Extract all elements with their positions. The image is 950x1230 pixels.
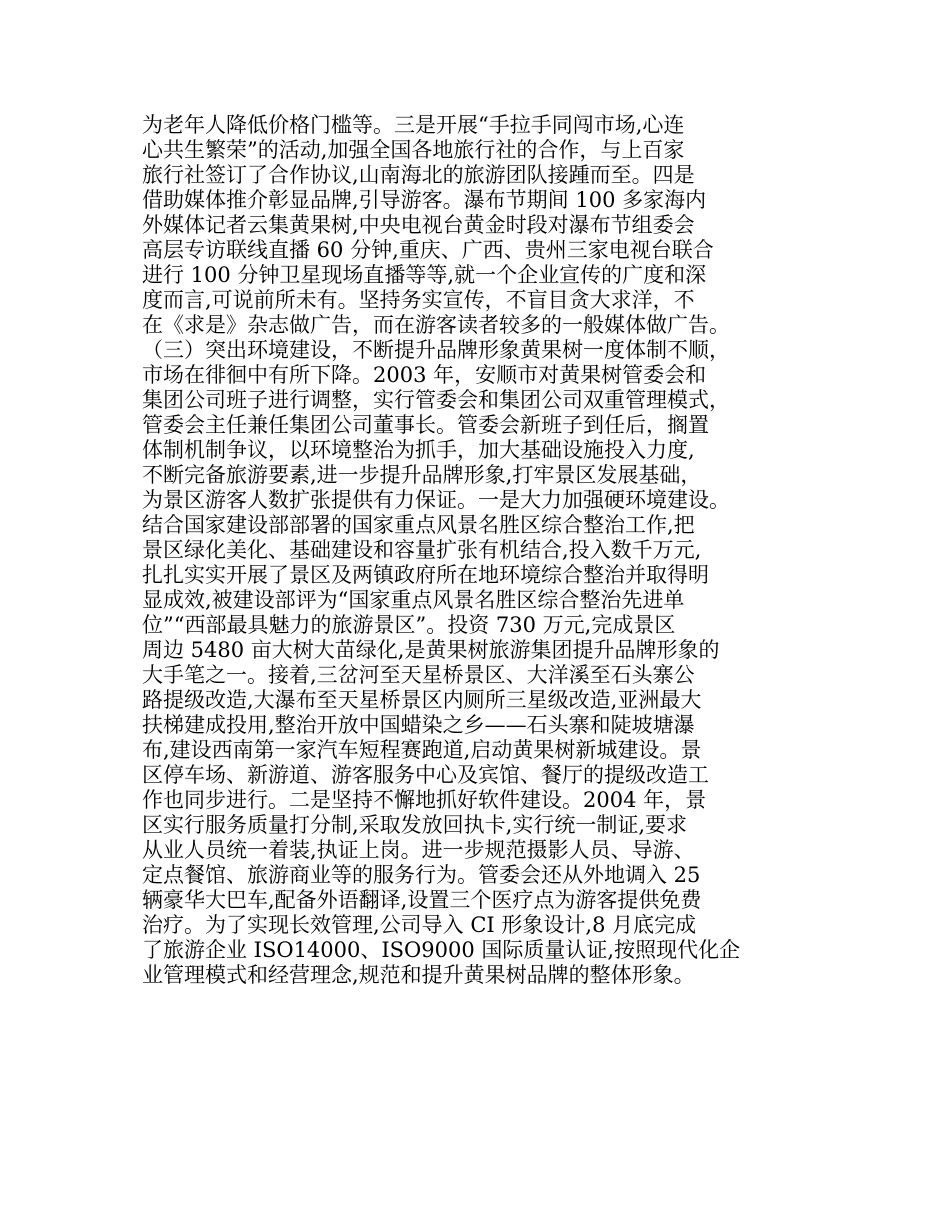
text-line: 旅行社签订了合作协议,山南海北的旅游团队接踵而至。四是	[142, 163, 695, 187]
text-line: 业管理模式和经营理念,规范和提升黄果树品牌的整体形象。	[142, 963, 695, 987]
text-line: 集团公司班子进行调整，实行管委会和集团公司双重管理模式，	[142, 388, 730, 412]
text-line: 路提级改造,大瀑布至天星桥景区内厕所三星级改造,亚洲最大	[142, 688, 702, 712]
text-line: 为景区游客人数扩张提供有力保证。一是大力加强硬环境建设。	[142, 488, 730, 512]
text-line: 辆豪华大巴车,配备外语翻译,设置三个医疗点为游客提供免费	[142, 888, 702, 912]
text-line: 位”“西部最具魅力的旅游景区”。投资 730 万元,完成景区	[142, 613, 676, 637]
body-text	[142, 113, 832, 988]
text-line: 结合国家建设部部署的国家重点风景名胜区综合整治工作,把	[142, 513, 695, 537]
text-line: 显成效,被建设部评为“国家重点风景名胜区综合整治先进单	[142, 588, 685, 612]
text-line: 不断完备旅游要素,进一步提升品牌形象,打牢景区发展基础，	[142, 463, 702, 487]
text-line: 区停车场、新游道、游客服务中心及宾馆、餐厅的提级改造工	[142, 763, 709, 787]
text-line: 心共生繁荣”的活动,加强全国各地旅行社的合作，与上百家	[142, 138, 685, 162]
text-line: 扎扎实实开展了景区及两镇政府所在地环境综合整治并取得明	[142, 563, 709, 587]
text-line: 治疗。为了实现长效管理,公司导入 CI 形象设计,8 月底完成	[142, 913, 697, 937]
text-line: 管委会主任兼任集团公司董事长。管委会新班子到任后，搁置	[142, 413, 709, 437]
section-heading-line: （三）突出环境建设，不断提升品牌形象黄果树一度体制不顺，	[142, 338, 730, 362]
text-line: 扶梯建成投用,整治开放中国蜡染之乡——石头寨和陡坡塘瀑	[142, 713, 695, 737]
text-line: 周边 5480 亩大树大苗绿化,是黄果树旅游集团提升品牌形象的	[142, 638, 720, 662]
text-line: 体制机制争议，以环境整治为抓手，加大基础设施投入力度,	[142, 438, 695, 462]
text-line: 定点餐馆、旅游商业等的服务行为。管委会还从外地调入 25	[142, 863, 701, 887]
text-line: 作也同步进行。二是坚持不懈地抓好软件建设。2004 年，景	[142, 788, 707, 812]
text-line: 景区绿化美化、基础建设和容量扩张有机结合,投入数千万元,	[142, 538, 702, 562]
text-line: 借助媒体推介彰显品牌,引导游客。瀑布节期间 100 多家海内	[142, 188, 707, 212]
text-line: 为老年人降低价格门槛等。三是开展“手拉手同闯市场,心连	[142, 113, 685, 137]
text-line: 了旅游企业 ISO14000、ISO9000 国际质量认证,按照现代化企	[142, 938, 741, 962]
text-line: 从业人员统一着装,执证上岗。进一步规范摄影人员、导游、	[142, 838, 695, 862]
text-line: 度而言,可说前所未有。坚持务实宣传，不盲目贪大求洋，不	[142, 288, 695, 312]
text-line: 在《求是》杂志做广告，而在游客读者较多的一般媒体做广告。	[142, 313, 730, 337]
text-line: 高层专访联线直播 60 分钟,重庆、广西、贵州三家电视台联合	[142, 238, 714, 262]
text-line: 市场在徘徊中有所下降。2003 年，安顺市对黄果树管委会和	[142, 363, 707, 387]
text-line: 外媒体记者云集黄果树,中央电视台黄金时段对瀑布节组委会	[142, 213, 695, 237]
text-line: 布,建设西南第一家汽车短程赛跑道,启动黄果树新城建设。景	[142, 738, 702, 762]
text-line: 进行 100 分钟卫星现场直播等等,就一个企业宣传的广度和深	[142, 263, 707, 287]
text-line: 大手笔之一。接着,三岔河至天星桥景区、大洋溪至石头寨公	[142, 663, 695, 687]
text-line: 区实行服务质量打分制,采取发放回执卡,实行统一制证,要求	[142, 813, 688, 837]
